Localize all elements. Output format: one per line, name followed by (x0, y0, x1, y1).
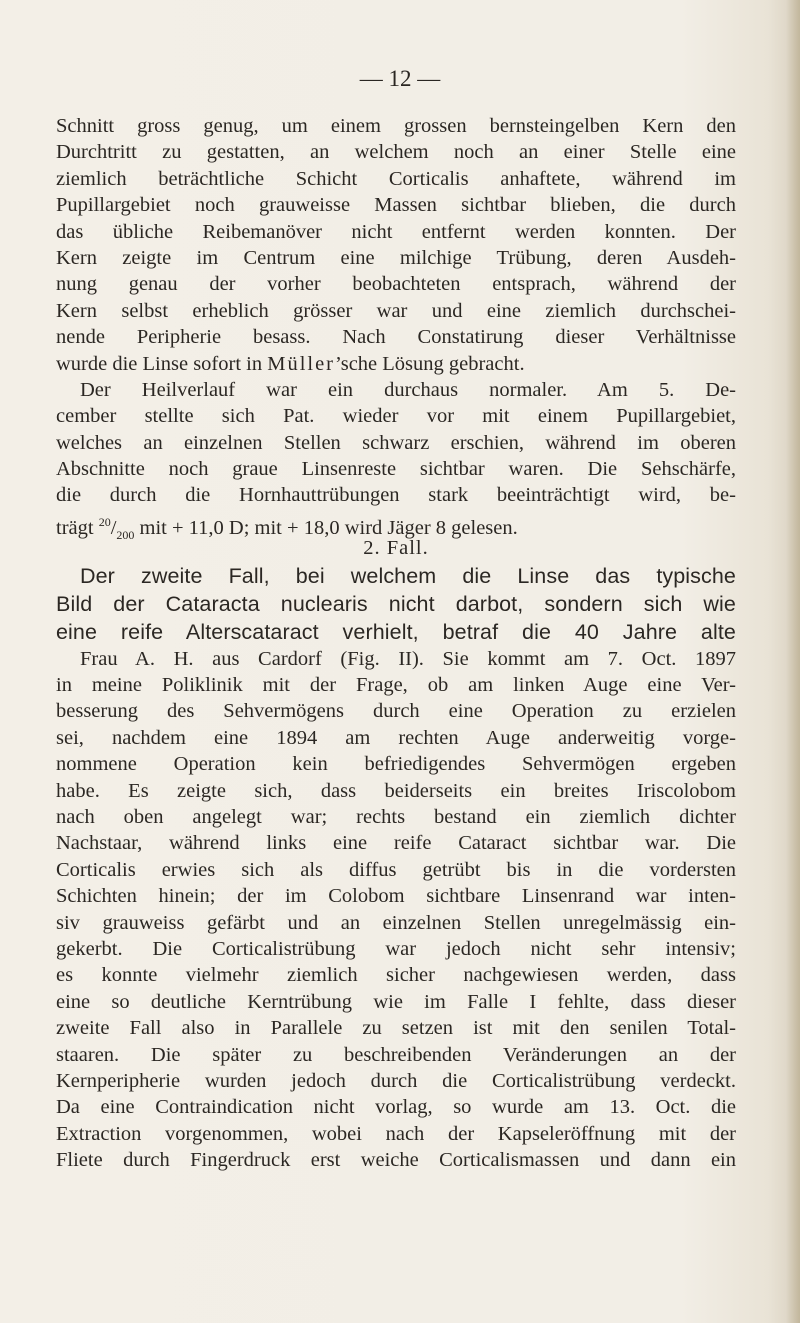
lead-line: eine reife Alterscataract verhielt, betraf die 40 Jahre alte (56, 619, 736, 644)
text-line: habe. Es zeigte sich, dass beiderseits ein breites Iriscolobom (56, 779, 736, 802)
text-fragment: wurde die Linse sofort in (56, 352, 268, 375)
text-line: es konnte vielmehr ziemlich sicher nachgewiesen werden, dass (56, 964, 736, 987)
text-line: nung genau der vorher beobachteten entsprach, während der (56, 273, 736, 296)
text-line: zweite Fall also in Parallele zu setzen ist mit den senilen Total- (56, 1017, 736, 1040)
text-line: nommene Operation kein befriedigendes Sehvermögen ergeben (56, 753, 736, 776)
text-line: sei, nachdem eine 1894 am rechten Auge anderweitig vorge- (56, 726, 736, 749)
text-line: Der Heilverlauf war ein durchaus normaler. Am 5. De- (80, 378, 736, 401)
text-line: Schnitt gross genug, um einem grossen bernsteingelben Kern den (56, 115, 736, 137)
text-line: Da eine Contraindication nicht vorlag, so wurde am 13. Oct. die (56, 1096, 736, 1119)
text-line: Fliete durch Fingerdruck erst weiche Corticalismassen und dann ein (56, 1149, 736, 1172)
text-line: gekerbt. Die Corticalistrübung war jedoch nicht sehr intensiv; (56, 937, 736, 960)
text-line (56, 509, 736, 542)
text-line: welches an einzelnen Stellen schwarz erschien, während im oberen (56, 431, 736, 454)
text-line: Kernperipherie wurden jedoch durch die Corticalistrübung verdeckt. (56, 1069, 736, 1092)
fraction-slash: / (110, 516, 117, 539)
body-text (56, 113, 736, 1173)
text-line (56, 351, 736, 377)
text-line: Extraction vorgenommen, wobei nach der Kapseleröffnung mit der (56, 1122, 736, 1145)
text-line: Kern selbst erheblich grösser war und eine ziemlich durchschei- (56, 299, 736, 322)
text-line: siv grauweiss gefärbt und an einzelnen Stellen unregelmässig ein- (56, 911, 736, 934)
page-number: — 12 — (359, 66, 441, 91)
text-line: die durch die Hornhauttrübungen stark beeinträchtigt wird, be- (56, 484, 736, 507)
text-line: in meine Poliklinik mit der Frage, ob am linken Auge eine Ver- (56, 674, 736, 697)
text-line: Frau A. H. aus Cardorf (Fig. II). Sie kommt am 7. Oct. 1897 (80, 647, 736, 670)
text-line: nach oben angelegt war; rechts bestand ein ziemlich dichter (56, 805, 736, 828)
text-line: besserung des Sehvermögens durch eine Operation zu erzielen (56, 700, 736, 723)
text-line: Durchtritt zu gestatten, an welchem noch an einer Stelle eine (56, 141, 736, 164)
author-name: Müller (267, 352, 336, 375)
text-line: Pupillargebiet noch grauweisse Massen sichtbar blieben, die durch (56, 194, 736, 217)
fraction-numerator: 20 (98, 514, 111, 529)
text-line: staaren. Die später zu beschreibenden Veränderungen an der (56, 1043, 736, 1066)
text-line: Corticalis erwies sich als diffus getrübt bis in die vordersten (56, 858, 736, 881)
text-line: Nachstaar, während links eine reife Cataract sichtbar war. Die (56, 832, 736, 855)
text-line: das übliche Reibemanöver nicht entfernt werden konnten. Der (56, 220, 736, 243)
text-line: Abschnitte noch graue Linsenreste sichtbar waren. Die Sehschärfe, (56, 458, 736, 481)
text-line: Schichten hinein; der im Colobom sichtbare Linsenrand war inten- (56, 885, 736, 908)
lead-line: Bild der Cataracta nuclearis nicht darbot, sondern sich wie (56, 591, 736, 616)
text-line: ziemlich beträchtliche Schicht Corticalis anhaftete, während im (56, 167, 736, 190)
text-fragment: mit + 11,0 D; mit + 18,0 wird Jäger 8 gelesen. (134, 516, 518, 539)
text-line: cember stellte sich Pat. wieder vor mit einem Pupillargebiet, (56, 405, 736, 428)
text-line: eine so deutliche Kerntrübung wie im Falle I fehlte, dass dieser (56, 990, 736, 1013)
fraction-denominator: 200 (116, 527, 135, 542)
page-edge-shadow (786, 0, 800, 1323)
section-heading: 2. Fall. (363, 537, 429, 560)
text-fragment: trägt (56, 516, 99, 539)
text-fragment: ’sche Lösung gebracht. (335, 352, 525, 375)
lead-line: Der zweite Fall, bei welchem die Linse das typische (80, 563, 736, 588)
text-line: Kern zeigte im Centrum eine milchige Trübung, deren Ausdeh- (56, 246, 736, 269)
text-line: nende Peripherie besass. Nach Constatirung dieser Verhältnisse (56, 326, 736, 349)
